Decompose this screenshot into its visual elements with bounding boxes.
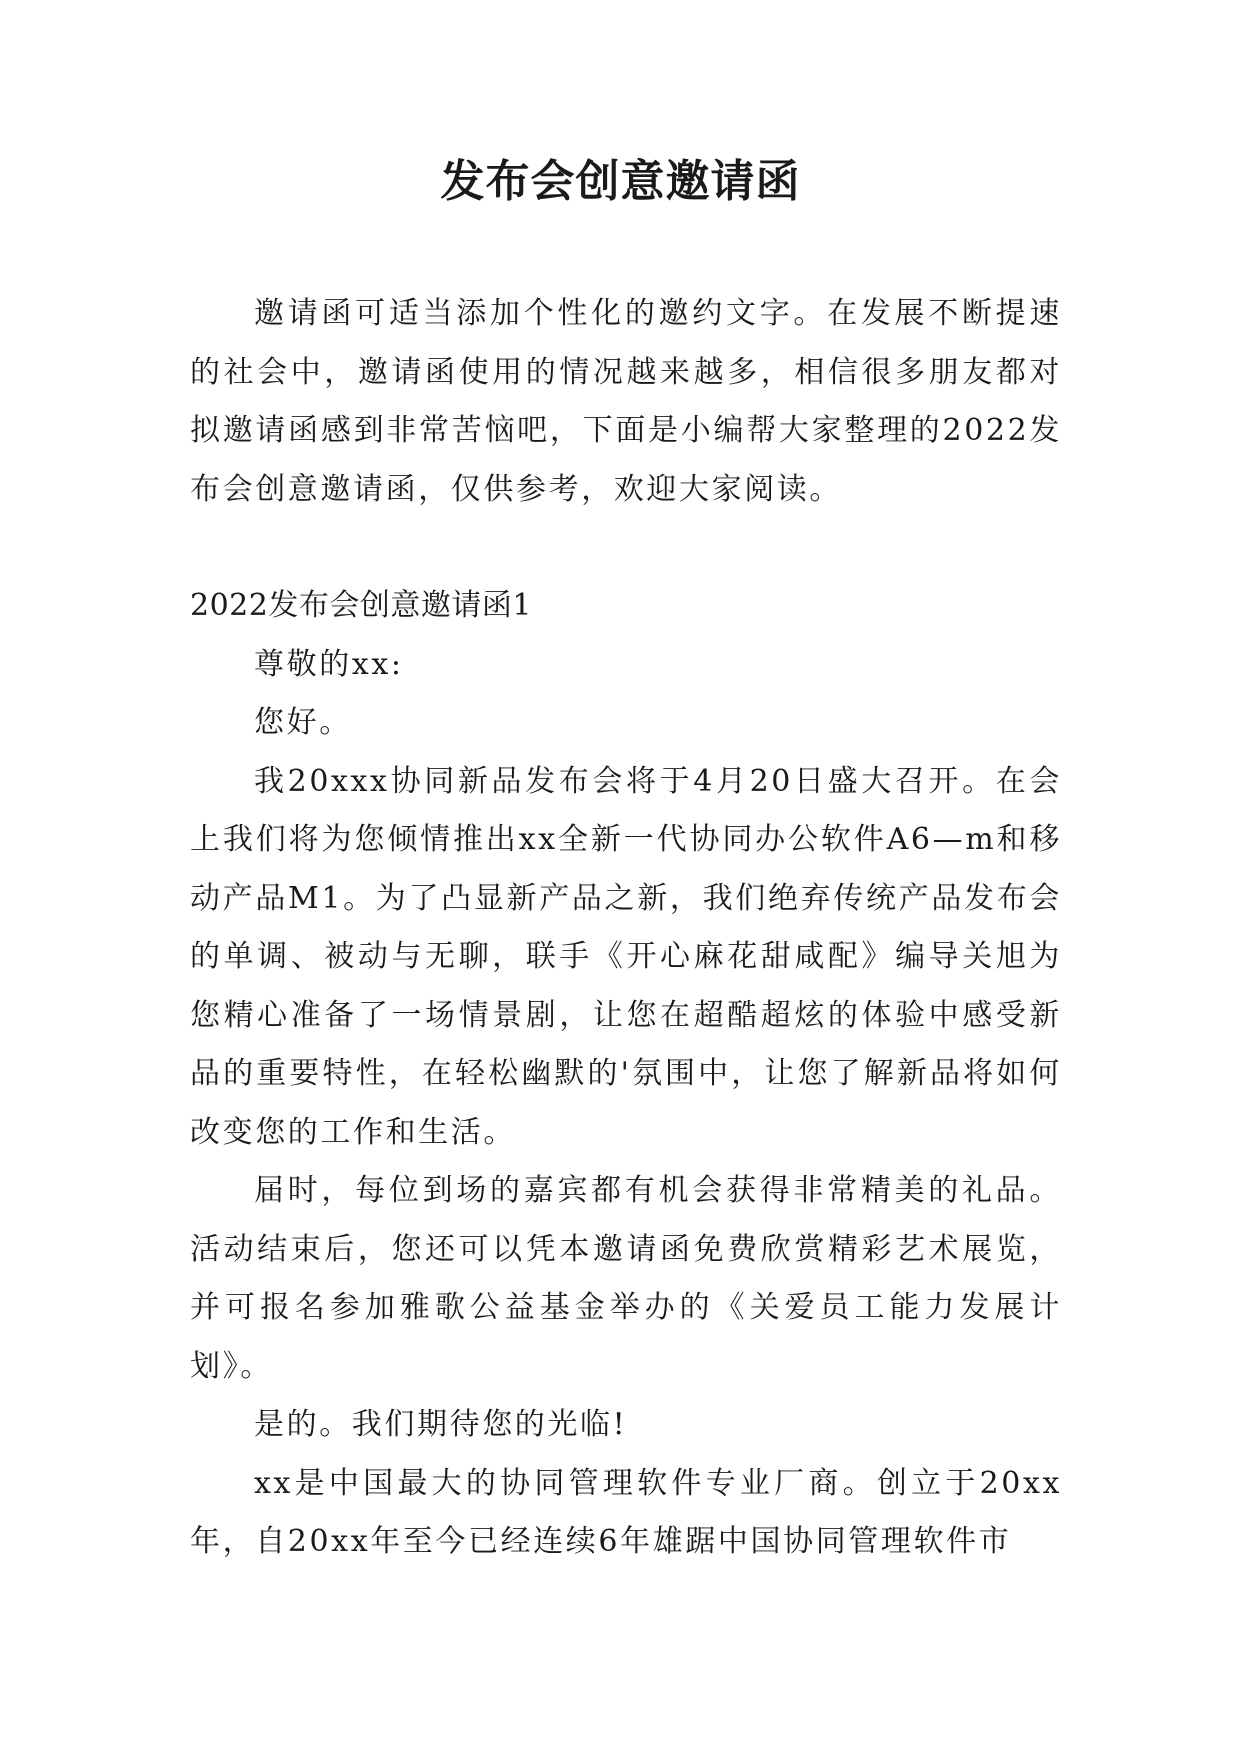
document-body xyxy=(190,285,1062,1572)
body-paragraph-company: xx是中国最大的协同管理软件专业厂商。创立于20xx年，自20xx年至今已经连续6年雄踞中国协同管理软件市 xyxy=(190,1465,1062,1559)
intro-paragraph: 邀请函可适当添加个性化的邀约文字。在发展不断提速的社会中，邀请函使用的情况越来越多，相信很多朋友都对拟邀请函感到非常苦恼吧，下面是小编帮大家整理的2022发布会创意邀请函，仅供参考，欢迎大家阅读。 xyxy=(190,296,1062,507)
greeting: 您好。 xyxy=(254,705,352,740)
document-title: 发布会创意邀请函 xyxy=(440,156,801,207)
body-paragraph-closing: 是的。我们期待您的光临! xyxy=(254,1407,628,1442)
body-paragraph-launch: 我20xxx协同新品发布会将于4月20日盛大召开。在会上我们将为您倾情推出xx全新一代协同办公软件A6—m和移动产品M1。为了凸显新产品之新，我们绝弃传统产品发布会的单调、被动与无聊，联手《开心麻花甜咸配》编导关旭为您精心准备了一场情景剧，让您在超酷超炫的体验中感受新品的重要特性，在轻松幽默的'氛围中，让您了解新品将如何改变您的工作和生活。 xyxy=(190,763,1062,1150)
section-heading: 2022发布会创意邀请函1 xyxy=(190,588,532,623)
salutation: 尊敬的xx: xyxy=(254,646,404,682)
body-paragraph-gifts: 届时，每位到场的嘉宾都有机会获得非常精美的礼品。活动结束后，您还可以凭本邀请函免费欣赏精彩艺术展览，并可报名参加雅歌公益基金举办的《关爱员工能力发展计划》。 xyxy=(190,1173,1062,1384)
